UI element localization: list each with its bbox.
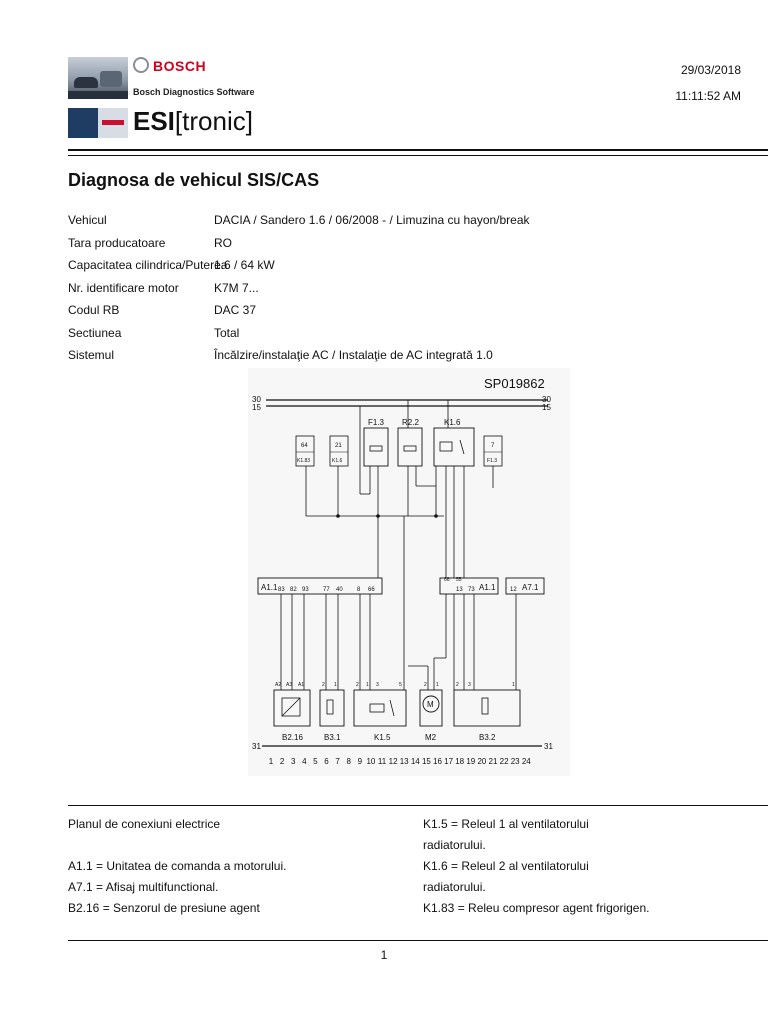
- term-m2-1: 1: [436, 682, 439, 688]
- legend-spacer: [68, 835, 398, 856]
- diagram-id: SP019862: [484, 376, 545, 391]
- ruler-number: 17: [444, 757, 454, 766]
- header-rule-thin: [68, 155, 768, 156]
- print-time: 11:11:52 AM: [675, 89, 741, 103]
- connector-a71: A7.1: [522, 583, 539, 592]
- ruler-number: 22: [499, 757, 509, 766]
- print-date: 29/03/2018: [680, 63, 741, 77]
- ref-box-3-bottom: F1.3: [487, 458, 498, 464]
- ruler-number: 16: [433, 757, 442, 766]
- term-b32-1: 1: [512, 682, 515, 688]
- label-b31: B3.1: [324, 733, 341, 742]
- term-k15-3: 3: [376, 682, 379, 688]
- ruler-number: 9: [357, 757, 363, 766]
- ruler-number: 10: [366, 757, 376, 766]
- rail-31-left: 31: [252, 742, 261, 751]
- ref-box-1-top: 64: [301, 443, 308, 449]
- term-b32-3: 3: [468, 682, 471, 688]
- label-r22: R2.2: [402, 418, 419, 427]
- legend-k16: K1.6 = Releul 2 al ventilatorului: [423, 859, 589, 873]
- term-m2-2: 2: [424, 682, 427, 688]
- label-k15: K1.5: [374, 733, 391, 742]
- connector-a11-right: A1.1: [479, 583, 496, 592]
- info-value-capacity: 1.6 / 64 kW: [214, 258, 275, 272]
- ruler-number: 12: [388, 757, 398, 766]
- term-a1: A1: [298, 682, 305, 688]
- label-b32: B3.2: [479, 733, 496, 742]
- legend-k183: K1.83 = Releu compresor agent frigorigen.: [423, 901, 650, 915]
- rail-15-right: 15: [542, 403, 551, 412]
- ruler-number: 8: [346, 757, 351, 766]
- info-label-section: Sectiunea: [68, 326, 122, 340]
- brand-text: BOSCH: [153, 58, 207, 74]
- pin-13-right: 13: [456, 587, 463, 593]
- legend-b216: B2.16 = Senzorul de presiune agent: [68, 901, 260, 915]
- motor-symbol: M: [427, 700, 434, 709]
- ruler-number: 19: [466, 757, 476, 766]
- ruler-number: 13: [399, 757, 409, 766]
- info-value-section: Total: [214, 326, 240, 340]
- info-label-capacity: Capacitatea cilindrica/Puterea: [68, 258, 228, 272]
- rail-15-left: 15: [252, 403, 261, 412]
- ruler-number: 11: [377, 757, 387, 766]
- ruler-number: 6: [324, 757, 329, 766]
- legend-right: [423, 814, 743, 919]
- term-k15-5: 5: [399, 682, 402, 688]
- wiring-diagram: [248, 368, 570, 776]
- legend-heading: Planul de conexiuni electrice: [68, 817, 221, 831]
- info-label-country: Tara producatoare: [68, 236, 166, 250]
- header-rule-thick: [68, 149, 768, 151]
- ref-box-2-top: 21: [335, 443, 342, 449]
- footer-rule: [68, 940, 768, 941]
- bosch-logo: [133, 57, 206, 74]
- bosch-ring-icon: [133, 57, 149, 73]
- ruler-number: 2: [279, 757, 285, 766]
- term-k15-1: 1: [366, 682, 369, 688]
- product-bold: ESI: [133, 106, 175, 136]
- rail-30-right: 30: [542, 395, 551, 404]
- ruler-number: 7: [335, 757, 340, 766]
- term-b31-2: 2: [322, 682, 325, 688]
- term-a3: A3: [286, 682, 293, 688]
- page-title: Diagnosa de vehicul SIS/CAS: [68, 170, 320, 190]
- info-value-engine: K7M 7...: [214, 281, 259, 295]
- legend-rule: [68, 805, 768, 806]
- ruler-number: 4: [302, 757, 307, 766]
- ref-box-1-bottom: K1.83: [297, 458, 311, 464]
- rail-30-left: 30: [252, 395, 261, 404]
- info-label-rb-code: Codul RB: [68, 303, 120, 317]
- info-label-vehicle: Vehicul: [68, 213, 107, 227]
- rail-31-right: 31: [544, 742, 553, 751]
- ruler-number: 18: [455, 757, 465, 766]
- legend-k15: K1.5 = Releul 1 al ventilatorului: [423, 817, 589, 831]
- pin-82: 82: [290, 587, 297, 593]
- legend-left: [68, 814, 398, 919]
- header-photo: [68, 57, 128, 99]
- page-number: 1: [380, 948, 388, 962]
- pin-66-right: 66: [444, 577, 450, 583]
- ruler-number: 20: [477, 757, 487, 766]
- ruler-number: 21: [488, 757, 498, 766]
- pin-55-right: 55: [456, 577, 462, 583]
- ruler-number: 5: [313, 757, 318, 766]
- pin-77: 77: [323, 587, 330, 593]
- software-name: Bosch Diagnostics Software: [133, 87, 255, 97]
- product-rest: [tronic]: [174, 106, 253, 136]
- term-k15-2: 2: [356, 682, 359, 688]
- info-value-country: RO: [214, 236, 232, 250]
- ruler-number: 15: [421, 757, 431, 766]
- term-a2: A2: [275, 682, 282, 688]
- header-thumbnail: [68, 108, 128, 138]
- term-b32-2: 2: [456, 682, 459, 688]
- info-label-system: Sistemul: [68, 348, 115, 362]
- pin-40: 40: [336, 587, 343, 593]
- info-value-rb-code: DAC 37: [214, 303, 257, 317]
- ref-box-2-bottom: K1.6: [332, 458, 343, 464]
- pin-12: 12: [510, 587, 517, 593]
- label-m2: M2: [425, 733, 437, 742]
- info-value-system: Încălzire/instalaţie AC / Instalaţie de AC integrată 1.0: [214, 348, 493, 362]
- legend-k15-cont: radiatorului.: [423, 838, 486, 852]
- term-b31-1: 1: [334, 682, 337, 688]
- legend-a11: A1.1 = Unitatea de comanda a motorului.: [68, 859, 287, 873]
- ruler-number: 24: [521, 757, 531, 766]
- ref-box-3-top: 7: [491, 443, 495, 449]
- pin-66: 66: [368, 587, 375, 593]
- info-label-engine: Nr. identificare motor: [68, 281, 179, 295]
- pin-8: 8: [357, 587, 361, 593]
- connector-a11-left: A1.1: [261, 583, 278, 592]
- ruler-number: 1: [268, 757, 274, 766]
- ruler-number: 23: [510, 757, 520, 766]
- info-value-vehicle: DACIA / Sandero 1.6 / 06/2008 - / Limuzina cu hayon/break: [214, 213, 530, 227]
- label-b216: B2.16: [282, 733, 303, 742]
- label-k16: K1.6: [444, 418, 461, 427]
- pin-93: 93: [302, 587, 309, 593]
- ruler-number: 14: [410, 757, 420, 766]
- label-f13: F1.3: [368, 418, 385, 427]
- product-logo: [133, 106, 253, 136]
- legend-k16-cont: radiatorului.: [423, 880, 486, 894]
- pin-73-right: 73: [468, 587, 475, 593]
- ruler-number: 3: [290, 757, 296, 766]
- pin-83: 83: [278, 587, 285, 593]
- legend-a71: A7.1 = Afisaj multifunctional.: [68, 880, 219, 894]
